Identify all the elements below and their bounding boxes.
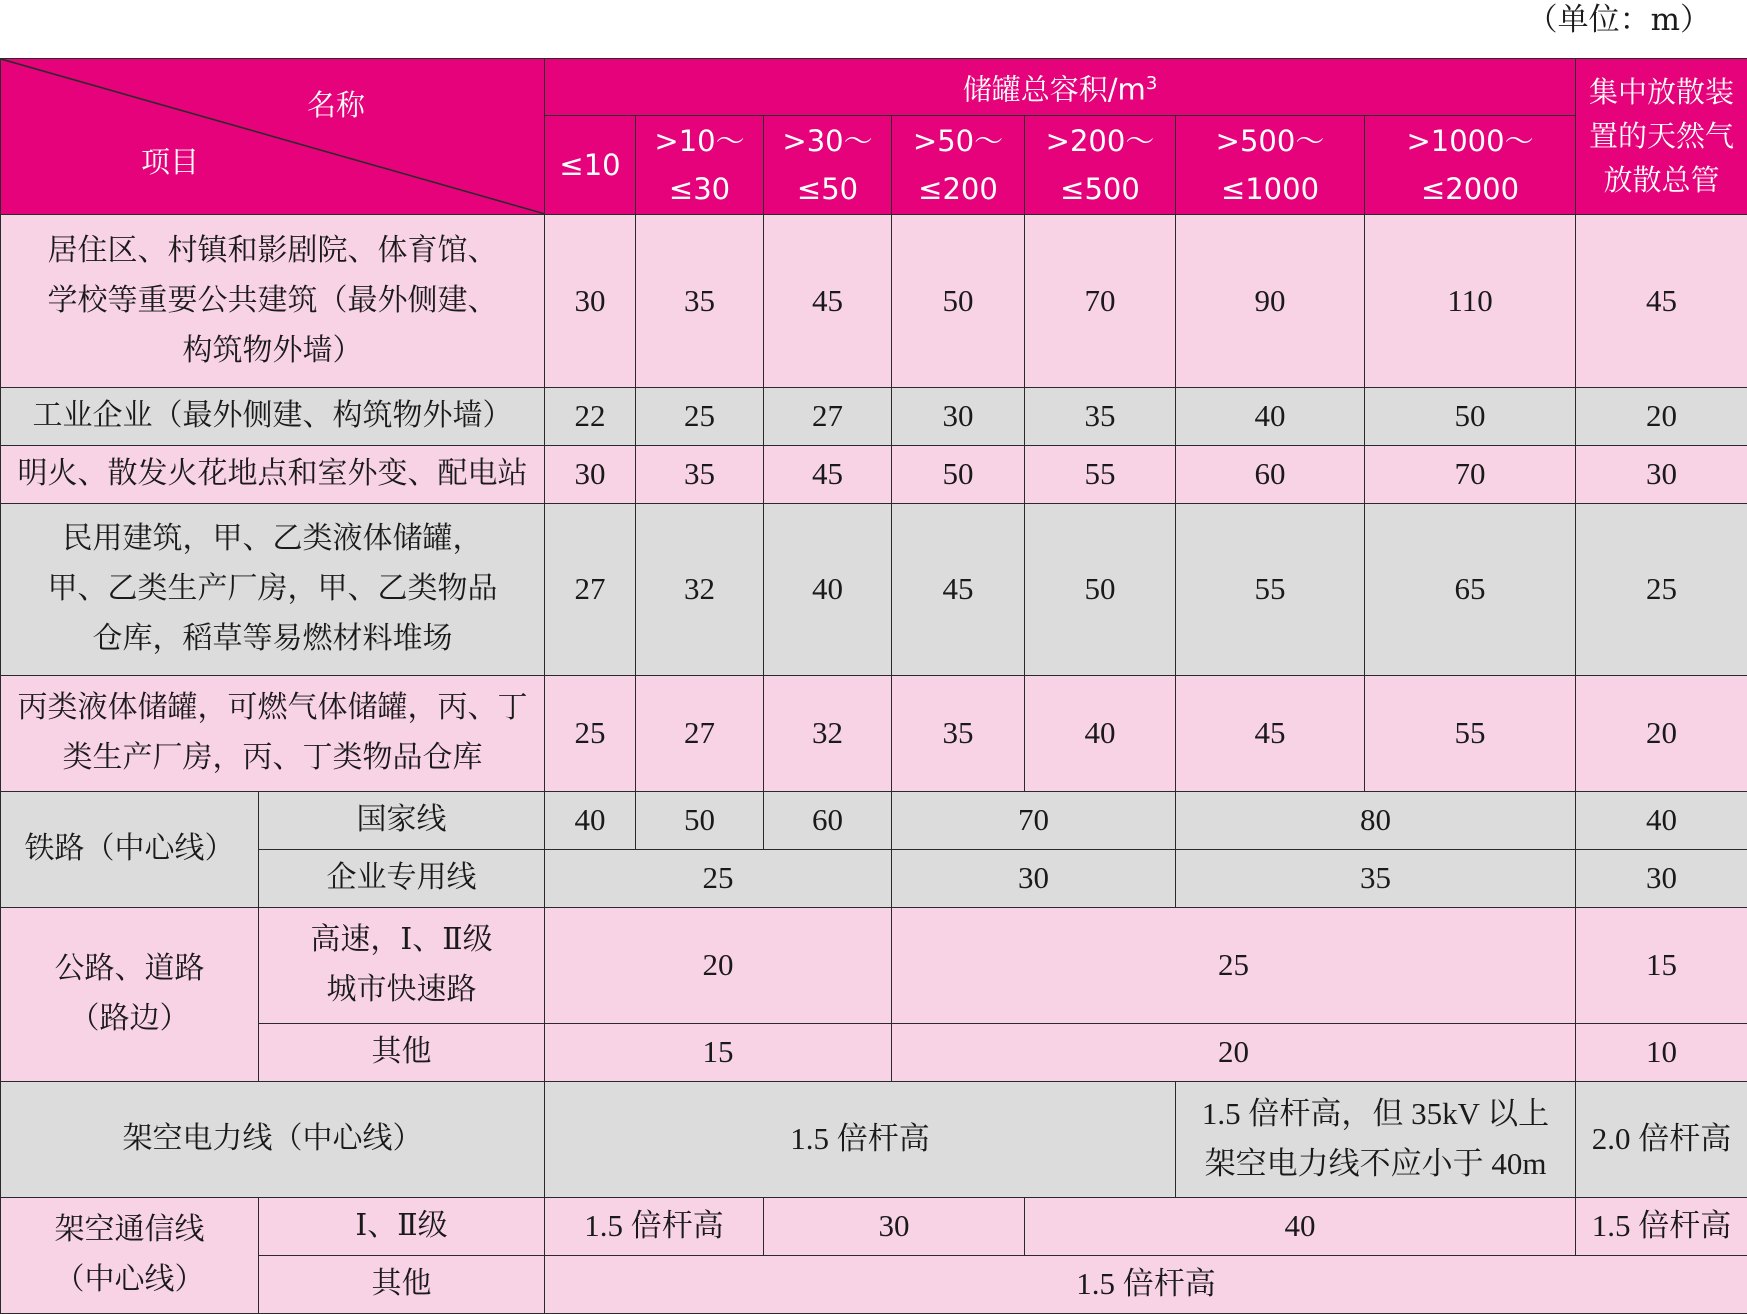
cell: 90 xyxy=(1176,214,1365,387)
cell: 10 xyxy=(1576,1023,1747,1081)
corner-name-label: 名称 xyxy=(307,87,365,123)
table-row xyxy=(1,791,1747,849)
row-label: 居住区、村镇和影剧院、体育馆、学校等重要公共建筑（最外侧建、构筑物外墙） xyxy=(1,214,545,387)
cell: 30 xyxy=(764,1197,1025,1255)
col-header: >50～ ≤200 xyxy=(892,115,1025,214)
row-group-label: 架空通信线（中心线） xyxy=(1,1197,259,1313)
vent-pipe-header: 集中放散装置的天然气放散总管 xyxy=(1576,59,1747,215)
cell: 22 xyxy=(545,387,636,445)
spacing-table xyxy=(0,58,1747,1314)
cell: 50 xyxy=(636,791,764,849)
cell: 30 xyxy=(892,387,1025,445)
cell: 20 xyxy=(545,907,892,1023)
cell: 45 xyxy=(1176,675,1365,791)
cell: 20 xyxy=(1576,675,1747,791)
table-row xyxy=(1,1081,1747,1197)
row-label: 丙类液体储罐，可燃气体储罐，丙、丁类生产厂房，丙、丁类物品仓库 xyxy=(1,675,545,791)
cell: 1.5 倍杆高 xyxy=(545,1081,1176,1197)
cell: 1.5 倍杆高 xyxy=(545,1197,764,1255)
cell: 50 xyxy=(892,445,1025,503)
table-row xyxy=(1,445,1747,503)
col-header: >200～ ≤500 xyxy=(1025,115,1176,214)
row-label: 其他 xyxy=(259,1023,545,1081)
table-row xyxy=(1,907,1747,1023)
cell: 55 xyxy=(1025,445,1176,503)
diagonal-line xyxy=(1,59,544,214)
cell: 70 xyxy=(1365,445,1576,503)
table-row xyxy=(1,1197,1747,1255)
cell: 15 xyxy=(545,1023,892,1081)
row-label: 民用建筑，甲、乙类液体储罐，甲、乙类生产厂房，甲、乙类物品仓库，稻草等易燃材料堆场 xyxy=(1,503,545,675)
cell: 35 xyxy=(1025,387,1176,445)
cell: 70 xyxy=(892,791,1176,849)
cell: 30 xyxy=(1576,445,1747,503)
cell: 50 xyxy=(1025,503,1176,675)
cell: 45 xyxy=(1576,214,1747,387)
row-label: Ⅰ、Ⅱ级 xyxy=(259,1197,545,1255)
cell: 40 xyxy=(1025,675,1176,791)
cell: 25 xyxy=(636,387,764,445)
cell: 80 xyxy=(1176,791,1576,849)
col-header: >1000～ ≤2000 xyxy=(1365,115,1576,214)
cell: 30 xyxy=(545,445,636,503)
cell: 45 xyxy=(892,503,1025,675)
cell: 60 xyxy=(764,791,892,849)
cell: 40 xyxy=(1576,791,1747,849)
cell: 35 xyxy=(1176,849,1576,907)
table-row xyxy=(1,1255,1747,1313)
cell: 30 xyxy=(545,214,636,387)
table-row xyxy=(1,503,1747,675)
table-row xyxy=(1,849,1747,907)
cell: 27 xyxy=(636,675,764,791)
row-label: 明火、散发火花地点和室外变、配电站 xyxy=(1,445,545,503)
cell: 50 xyxy=(892,214,1025,387)
cell: 40 xyxy=(545,791,636,849)
row-group-label: 铁路（中心线） xyxy=(1,791,259,907)
row-label: 其他 xyxy=(259,1255,545,1313)
row-group-label: 公路、道路（路边） xyxy=(1,907,259,1081)
cell: 40 xyxy=(764,503,892,675)
cell: 25 xyxy=(892,907,1576,1023)
cell: 70 xyxy=(1025,214,1176,387)
cell: 110 xyxy=(1365,214,1576,387)
cell: 20 xyxy=(892,1023,1576,1081)
row-label: 高速，Ⅰ、Ⅱ级城市快速路 xyxy=(259,907,545,1023)
unit-note: （单位：m） xyxy=(1527,0,1711,40)
cell: 27 xyxy=(545,503,636,675)
row-label: 工业企业（最外侧建、构筑物外墙） xyxy=(1,387,545,445)
cell: 1.5 倍杆高 xyxy=(545,1255,1747,1313)
col-header: ≤10 xyxy=(545,115,636,214)
cell: 60 xyxy=(1176,445,1365,503)
col-header: >10～ ≤30 xyxy=(636,115,764,214)
corner-item-label: 项目 xyxy=(141,144,199,180)
cell: 30 xyxy=(1576,849,1747,907)
cell: 40 xyxy=(1025,1197,1576,1255)
col-header: >30～ ≤50 xyxy=(764,115,892,214)
table-row xyxy=(1,675,1747,791)
cell: 35 xyxy=(892,675,1025,791)
cell: 50 xyxy=(1365,387,1576,445)
table-row xyxy=(1,214,1747,387)
cell: 32 xyxy=(636,503,764,675)
cell: 35 xyxy=(636,214,764,387)
cell: 55 xyxy=(1176,503,1365,675)
cell: 65 xyxy=(1365,503,1576,675)
row-label: 企业专用线 xyxy=(259,849,545,907)
cell: 27 xyxy=(764,387,892,445)
cell: 35 xyxy=(636,445,764,503)
table-row xyxy=(1,1023,1747,1081)
cell: 40 xyxy=(1176,387,1365,445)
cell: 20 xyxy=(1576,387,1747,445)
cell: 32 xyxy=(764,675,892,791)
row-label: 架空电力线（中心线） xyxy=(1,1081,545,1197)
cell: 25 xyxy=(1576,503,1747,675)
cell: 45 xyxy=(764,445,892,503)
cell: 25 xyxy=(545,675,636,791)
cell: 30 xyxy=(892,849,1176,907)
cell: 25 xyxy=(545,849,892,907)
header-corner xyxy=(1,59,545,215)
cell: 1.5 倍杆高，但 35kV 以上架空电力线不应小于 40m xyxy=(1176,1081,1576,1197)
volume-group-header: 储罐总容积$/m^3$ xyxy=(545,59,1576,116)
cell: 2.0 倍杆高 xyxy=(1576,1081,1747,1197)
table-row xyxy=(1,387,1747,445)
col-header: >500～ ≤1000 xyxy=(1176,115,1365,214)
cell: 55 xyxy=(1365,675,1576,791)
cell: 15 xyxy=(1576,907,1747,1023)
cell: 1.5 倍杆高 xyxy=(1576,1197,1747,1255)
row-label: 国家线 xyxy=(259,791,545,849)
cell: 45 xyxy=(764,214,892,387)
